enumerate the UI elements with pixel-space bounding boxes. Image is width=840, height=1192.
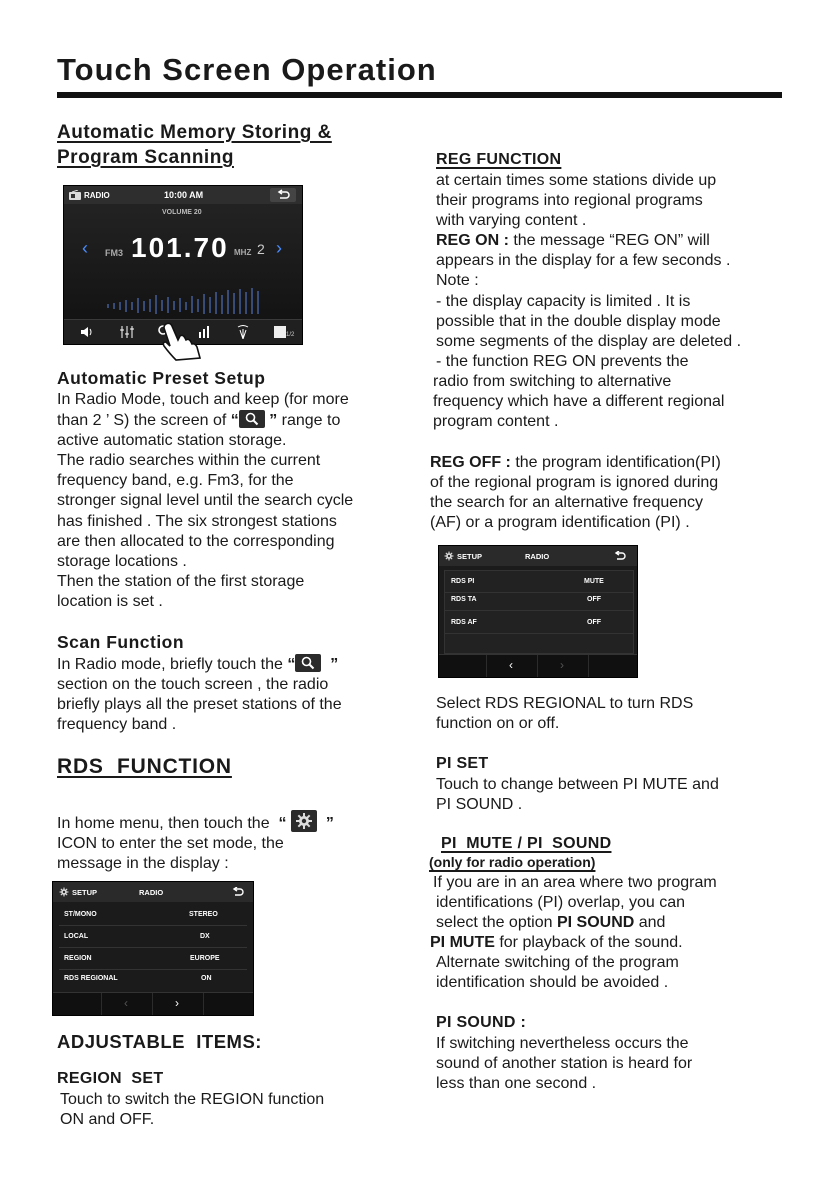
text-line: - the function REG ON prevents the: [436, 352, 689, 370]
reg-off-label: REG OFF :: [430, 454, 511, 471]
search-button-chip: [239, 410, 265, 428]
reg-off-text: [430, 453, 721, 533]
gear-icon: [295, 812, 313, 830]
signal-waveform: [106, 286, 266, 316]
preset-setup-heading: Automatic Preset Setup: [57, 368, 266, 388]
text-line: Select RDS REGIONAL to turn RDS: [436, 695, 694, 712]
pi-set-text: [436, 775, 719, 815]
radio-mode-label: RADIO: [84, 191, 110, 200]
text-fragment: In Radio mode, briefly touch the: [57, 656, 288, 673]
equalizer-icon[interactable]: [120, 326, 134, 338]
page-indicator-label: 1/2: [286, 332, 295, 338]
text-fragment: than 2 ’ S) the screen of: [57, 412, 231, 430]
text-line: identification should be avoided .: [436, 974, 669, 992]
text-line: less than one second .: [436, 1075, 597, 1093]
open-quote: “: [287, 656, 296, 673]
preset-setup-text: [57, 390, 353, 612]
text-line: program content .: [433, 413, 559, 431]
auto-memory-heading: [57, 120, 332, 170]
frequency-unit: MHZ: [234, 248, 252, 257]
setup-row-value: EUROPE: [190, 955, 220, 962]
pi-set-heading: PI SET: [436, 755, 489, 772]
text-line: sound of another station is heard for: [436, 1055, 693, 1073]
text-line: location is set .: [57, 592, 163, 610]
gear-icon: [444, 551, 454, 561]
text-line: [57, 810, 334, 834]
next-station-button[interactable]: ›: [276, 238, 282, 258]
text-line: Touch to change between PI MUTE and: [436, 776, 719, 793]
text-line: If switching nevertheless occurs the: [436, 1035, 689, 1052]
setup-nav-bar: [53, 992, 253, 1015]
text-line: frequency which have a different regional: [433, 393, 725, 411]
text-fragment: In home menu, then touch the: [57, 815, 275, 832]
rds-heading: RDS FUNCTION: [57, 755, 232, 778]
chevron-right-icon: ›: [560, 658, 564, 672]
title-divider: [57, 92, 782, 98]
select-rds-text: [436, 694, 693, 734]
rds-text: [57, 810, 334, 874]
radio-clock: 10:00 AM: [164, 190, 204, 200]
pi-mute-term: PI MUTE: [430, 934, 495, 952]
text-line: appears in the display for a few seconds .: [436, 252, 731, 270]
text-line: Alternate switching of the program: [436, 954, 679, 972]
radio-only-note: (only for radio operation): [429, 854, 596, 870]
setup-prev-button[interactable]: [102, 993, 153, 1015]
text-line: [57, 654, 342, 675]
text-fragment: for playback of the sound.: [494, 934, 683, 952]
reg-function-heading: REG FUNCTION: [436, 151, 562, 168]
text-line: PI SOUND .: [436, 796, 523, 814]
text-line: ON and OFF.: [60, 1111, 155, 1129]
pi-sound-term: PI SOUND: [556, 914, 635, 932]
pi-mute-text: [430, 873, 717, 994]
text-line: [436, 231, 741, 251]
reg-on-label: REG ON :: [436, 232, 509, 250]
text-line: function on or off.: [436, 715, 560, 733]
reg-function-text: [433, 171, 742, 432]
scan-text: [57, 654, 342, 735]
radio-screen: [63, 185, 303, 345]
rds-row-value: MUTE: [584, 578, 604, 585]
setup-row[interactable]: [59, 948, 247, 970]
text-line: the search for an alternative frequency: [430, 494, 704, 512]
setup-row-label: ST/MONO: [64, 911, 97, 918]
text-line: frequency band .: [57, 716, 177, 734]
region-set-text: [60, 1090, 324, 1130]
text-line: are then allocated to the corresponding: [57, 532, 335, 550]
setup-title: SETUP: [72, 888, 98, 897]
text-line: message in the display :: [57, 855, 229, 873]
back-icon: [270, 188, 296, 202]
setup-row-value: ON: [201, 975, 212, 982]
hand-pointer-icon: [156, 322, 206, 362]
rds-nav-slot: [589, 655, 637, 677]
setup-header: [53, 882, 253, 902]
text-line: storage locations .: [57, 552, 187, 570]
text-line: ICON to enter the set mode, the: [57, 835, 284, 853]
rds-row-label: RDS TA: [451, 596, 477, 603]
back-button[interactable]: [270, 188, 296, 202]
frequency-display: 101.70: [131, 232, 229, 263]
rds-row[interactable]: [445, 589, 633, 611]
close-quote: ”: [325, 815, 334, 832]
text-line: Note :: [436, 272, 479, 290]
antenna-icon[interactable]: [236, 325, 250, 339]
page-title: Touch Screen Operation: [57, 52, 437, 87]
setup-row-value: DX: [200, 933, 210, 940]
page-indicator[interactable]: [274, 326, 286, 338]
text-fragment: the message “REG ON” will: [508, 232, 710, 250]
pi-mute-sound-heading: PI MUTE / PI SOUND: [441, 835, 612, 852]
text-line: [430, 453, 721, 473]
text-line: their programs into regional programs: [436, 192, 703, 210]
text-line: at certain times some stations divide up: [436, 172, 717, 189]
text-line: radio from switching to alternative: [433, 372, 672, 390]
text-line: with varying content .: [436, 212, 587, 230]
text-line: frequency band, e.g. Fm3, for the: [57, 472, 294, 490]
text-line: [57, 410, 353, 431]
setup-row[interactable]: [59, 926, 247, 948]
back-icon[interactable]: [613, 551, 627, 561]
gear-button-chip: [291, 810, 317, 832]
setup-center-label: RADIO: [139, 888, 164, 897]
text-line: identifications (PI) overlap, you can: [436, 894, 686, 912]
chevron-left-icon: ‹: [509, 658, 513, 672]
setup-row-value: STEREO: [189, 911, 218, 918]
auto-memory-heading-line1: Automatic Memory Storing &: [57, 122, 332, 143]
text-fragment: the program identification(PI): [510, 454, 721, 471]
setup-next-button[interactable]: [153, 993, 204, 1015]
scan-heading: Scan Function: [57, 632, 185, 652]
setup-nav-slot: [53, 993, 102, 1015]
text-line: active automatic station storage.: [57, 432, 287, 450]
setup-row-label: LOCAL: [64, 933, 89, 940]
open-quote: “: [230, 412, 239, 430]
open-quote: “: [278, 815, 287, 832]
text-line: The radio searches within the current: [57, 452, 321, 470]
pi-sound-text: [436, 1034, 692, 1094]
rds-setup-header: [439, 546, 637, 566]
text-line: briefly plays all the preset stations of the: [57, 696, 342, 714]
rds-row-label: RDS PI: [451, 578, 475, 585]
adjustable-heading: ADJUSTABLE ITEMS:: [57, 1031, 262, 1052]
text-line: some segments of the display are deleted .: [436, 332, 742, 350]
text-line: Touch to switch the REGION function: [60, 1091, 325, 1108]
rds-setup-title: SETUP: [457, 552, 483, 561]
chevron-right-icon: ›: [175, 996, 179, 1010]
pi-sound-heading: PI SOUND :: [436, 1014, 527, 1031]
text-fragment: select the option: [436, 914, 557, 932]
speaker-icon[interactable]: [80, 326, 94, 338]
setup-nav-slot: [204, 993, 253, 1015]
volume-label: VOLUME 20: [162, 209, 202, 216]
text-line: of the regional program is ignored during: [430, 474, 719, 492]
text-line: - the display capacity is limited . It is: [436, 292, 691, 310]
rds-next-button[interactable]: [538, 655, 589, 677]
rds-panel: [444, 570, 634, 654]
chevron-left-icon: ‹: [124, 996, 128, 1010]
radio-status-bar: [64, 186, 302, 204]
text-fragment: range to: [277, 412, 341, 430]
region-set-heading: REGION SET: [57, 1070, 164, 1087]
text-line: possible that in the double display mode: [436, 312, 721, 330]
prev-station-button[interactable]: ‹: [82, 238, 88, 258]
band-label: FM3: [105, 248, 123, 258]
search-button-chip: [295, 654, 321, 672]
text-line: stronger signal level until the search cycle: [57, 492, 354, 510]
rds-row-value: OFF: [587, 596, 601, 603]
text-line: [430, 933, 717, 953]
rds-setup-screen: [438, 545, 638, 678]
preset-number: 2: [257, 241, 265, 257]
setup-row[interactable]: [59, 968, 247, 989]
rds-nav-bar: [439, 654, 637, 677]
gear-icon: [59, 887, 69, 897]
back-icon[interactable]: [231, 887, 245, 897]
close-quote: ”: [269, 412, 278, 430]
text-fragment: and: [634, 914, 666, 932]
rds-row[interactable]: [445, 612, 633, 634]
text-line: has finished . The six strongest stations: [57, 512, 337, 530]
setup-radio-screen: [52, 881, 254, 1016]
text-line: (AF) or a program identification (PI) .: [430, 514, 690, 532]
auto-memory-heading-line2: Program Scanning: [57, 147, 234, 168]
search-icon: [301, 656, 315, 670]
rds-prev-button[interactable]: [487, 655, 538, 677]
setup-row[interactable]: [59, 904, 247, 926]
radio-icon: [69, 190, 81, 200]
rds-nav-slot: [439, 655, 487, 677]
text-line: If you are in an area where two program: [433, 874, 717, 891]
search-icon: [245, 412, 259, 426]
text-line: Then the station of the first storage: [57, 572, 305, 590]
setup-row-label: REGION: [64, 955, 92, 962]
setup-row-label: RDS REGIONAL: [64, 975, 118, 982]
rds-row-value: OFF: [587, 619, 601, 626]
close-quote: ”: [330, 656, 339, 673]
text-line: section on the touch screen , the radio: [57, 676, 329, 694]
rds-setup-center-label: RADIO: [525, 552, 550, 561]
rds-row-label: RDS AF: [451, 619, 477, 626]
text-line: In Radio Mode, touch and keep (for more: [57, 391, 349, 408]
text-line: [436, 913, 717, 933]
